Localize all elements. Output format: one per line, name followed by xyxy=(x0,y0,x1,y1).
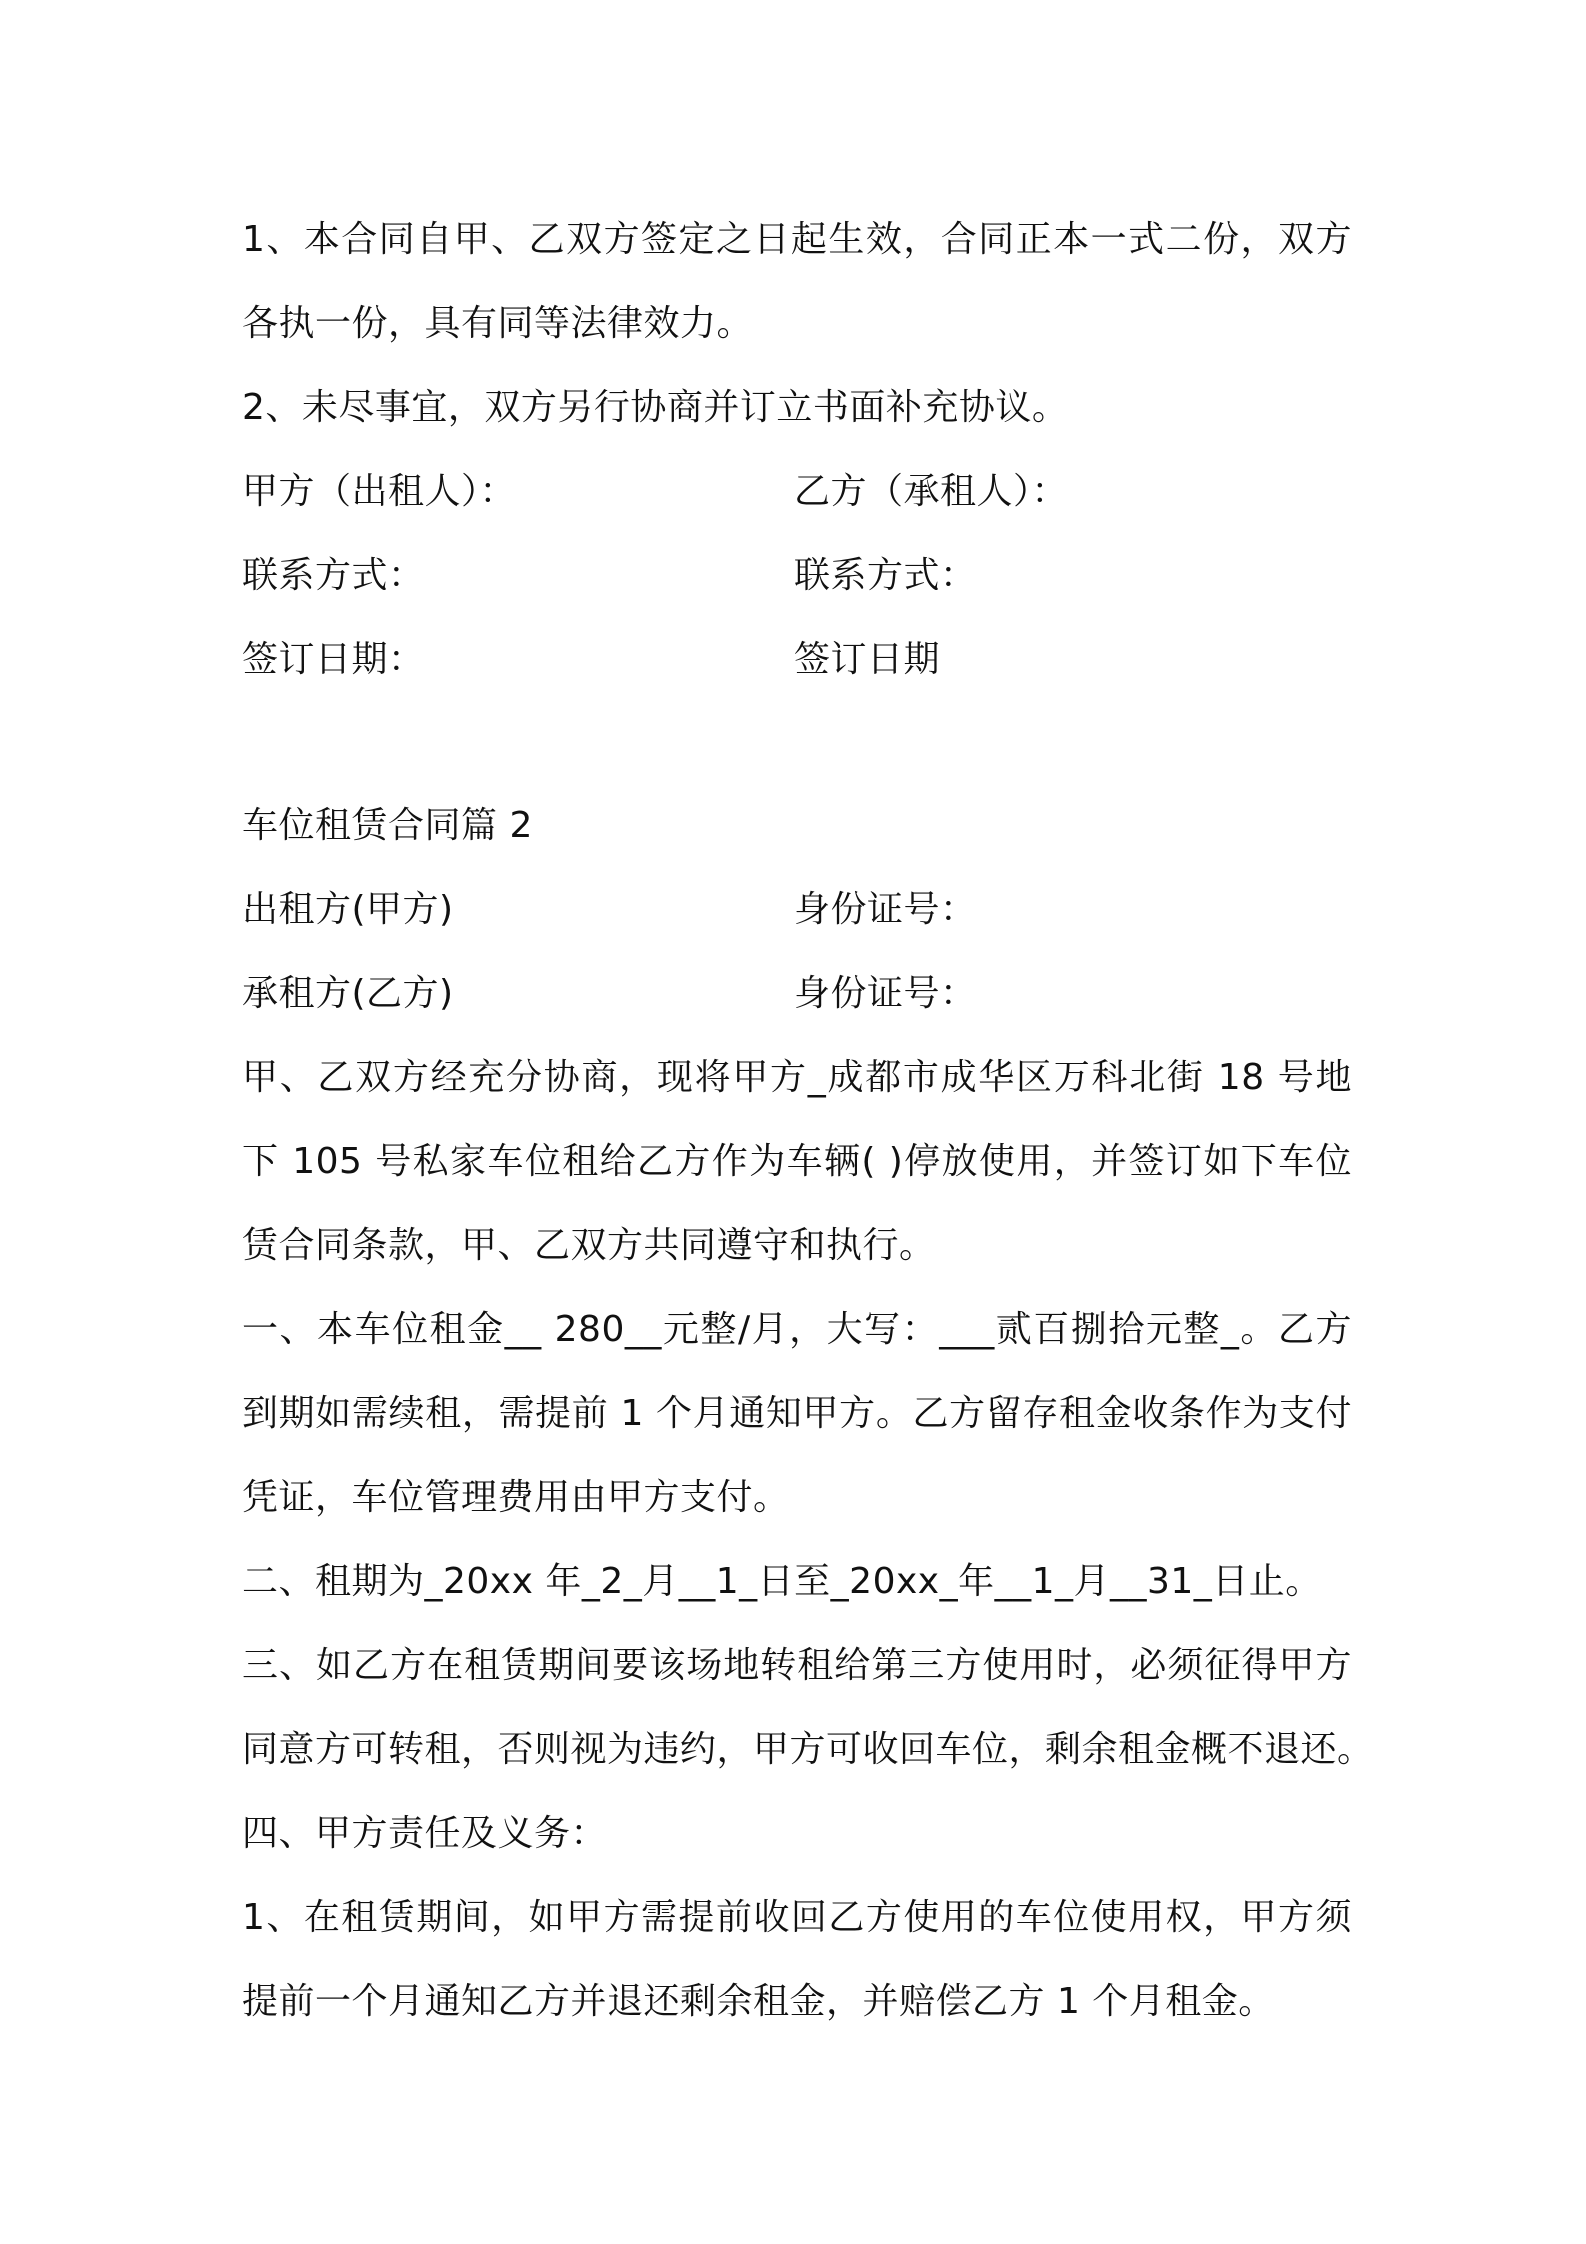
contact-b-label: 联系方式： xyxy=(794,555,977,596)
article-1-line-1: 一、本车位租金__ 280__元整/月，大写：___贰百捌拾元整_。乙方 xyxy=(242,1309,1352,1350)
party-a-label: 甲方（出租人）： xyxy=(242,471,517,512)
clause-1-line-2: 各执一份，具有同等法律效力。 xyxy=(242,303,754,344)
lessee-row xyxy=(242,952,1352,1036)
article-1-line-2: 到期如需续租，需提前 1 个月通知甲方。乙方留存租金收条作为支付 xyxy=(242,1393,1352,1434)
article-4-item-1-line-1: 1、在租赁期间，如甲方需提前收回乙方使用的车位使用权，甲方须 xyxy=(242,1897,1352,1938)
contract-2-title: 车位租赁合同篇 2 xyxy=(242,805,533,846)
lessor-label: 出租方(甲方) xyxy=(242,889,454,930)
signature-row-party xyxy=(242,450,1352,534)
date-b-label: 签订日期 xyxy=(794,639,941,680)
article-4-heading: 四、甲方责任及义务： xyxy=(242,1813,608,1854)
intro-line-1: 甲、乙双方经充分协商，现将甲方_成都市成华区万科北街 18 号地 xyxy=(242,1057,1352,1098)
intro-line-3: 赁合同条款，甲、乙双方共同遵守和执行。 xyxy=(242,1225,936,1266)
section-spacer xyxy=(242,702,1352,784)
lessee-label: 承租方(乙方) xyxy=(242,973,454,1014)
lessor-row xyxy=(242,868,1352,952)
article-1-line-3: 凭证，车位管理费用由甲方支付。 xyxy=(242,1477,790,1518)
article-3-line-1: 三、如乙方在租赁期间要该场地转租给第三方使用时，必须征得甲方 xyxy=(242,1645,1352,1686)
intro-line-2: 下 105 号私家车位租给乙方作为车辆( )停放使用，并签订如下车位 xyxy=(242,1141,1352,1182)
lessor-id-label: 身份证号： xyxy=(794,889,977,930)
contact-a-label: 联系方式： xyxy=(242,555,425,596)
clause-2: 2、未尽事宜，双方另行协商并订立书面补充协议。 xyxy=(242,387,1069,428)
document-body xyxy=(242,198,1374,2044)
article-4-item-1-line-2: 提前一个月通知乙方并退还剩余租金，并赔偿乙方 1 个月租金。 xyxy=(242,1981,1275,2022)
party-b-label: 乙方（承租人）： xyxy=(794,471,1069,512)
signature-row-contact xyxy=(242,534,1352,618)
date-a-label: 签订日期： xyxy=(242,639,425,680)
article-2: 二、租期为_20xx 年_2_月__1_日至_20xx_年__1_月__31_日止。 xyxy=(242,1561,1322,1602)
lessee-id-label: 身份证号： xyxy=(794,973,977,1014)
signature-row-date xyxy=(242,618,1352,702)
article-3-line-2: 同意方可转租，否则视为违约，甲方可收回车位，剩余租金概不退还。 xyxy=(242,1729,1374,1770)
clause-1-line-1: 1、本合同自甲、乙双方签定之日起生效，合同正本一式二份，双方 xyxy=(242,219,1352,260)
